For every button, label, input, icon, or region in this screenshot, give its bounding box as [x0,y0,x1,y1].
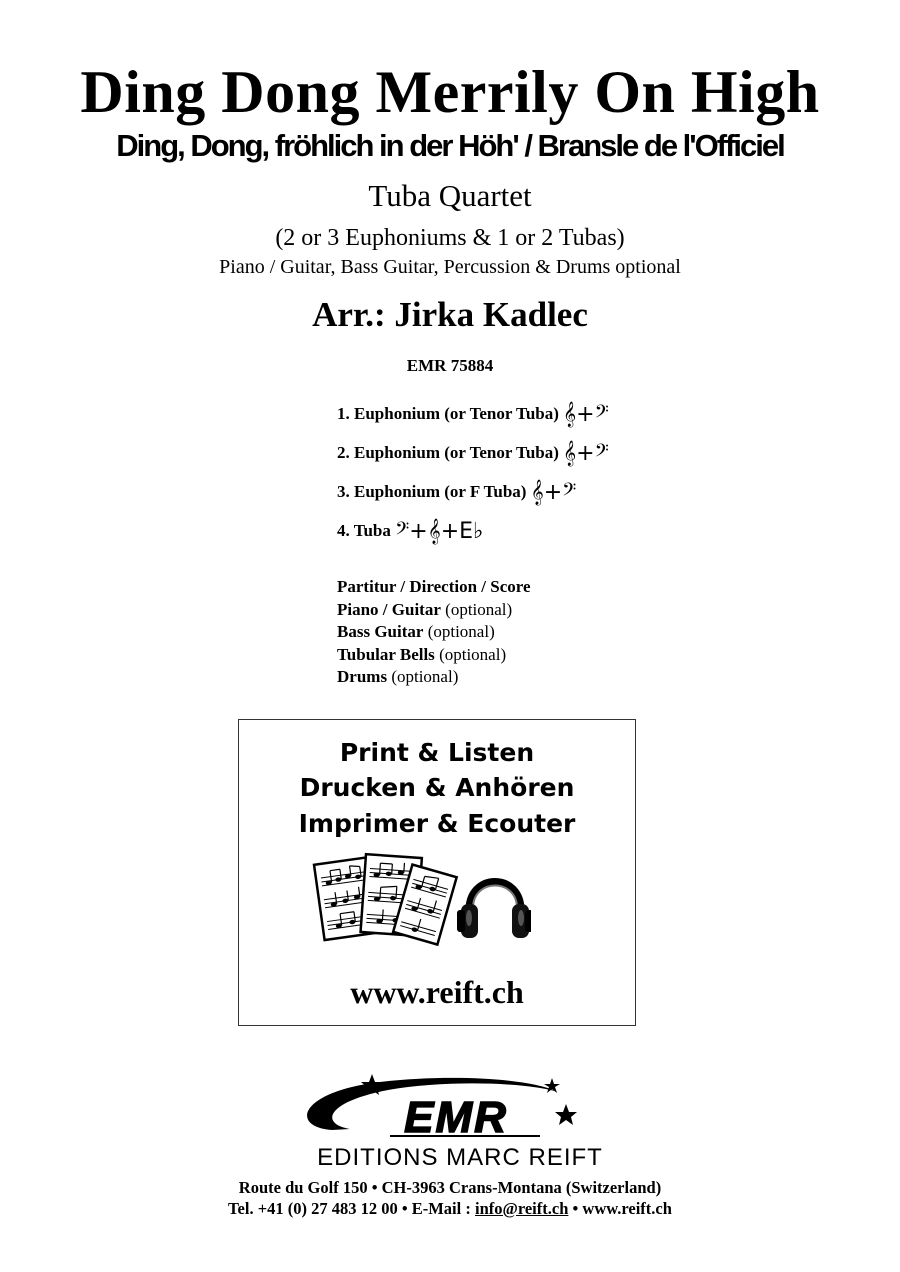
publisher-contact [0,1201,900,1218]
material-item [337,599,737,622]
publisher-name: EDITIONS MARC REIFT [317,1144,603,1171]
clef-icon: 𝄞+𝄢 [563,441,609,466]
sheet-music-icon [314,854,457,944]
clef-icon: 𝄞+𝄢 [530,480,577,505]
promo-line-german: Drucken & Anhören [299,773,575,802]
promo-line-french: Imprimer & Ecouter [298,809,576,838]
material-item [337,621,737,644]
material-note: (optional) [391,667,459,686]
parts-list [337,400,787,556]
headphones-icon [457,882,531,939]
materials-list [337,576,737,689]
promo-line-english: Print & Listen [339,738,535,767]
publisher-phone: Tel. +41 (0) 27 483 12 00 • E-Mail : [228,1199,475,1218]
publisher-web[interactable]: • www.reift.ch [568,1199,672,1218]
part-label: 1. Euphonium (or Tenor Tuba) [337,404,559,423]
catalog-number: EMR 75884 [406,356,494,375]
part-item [337,400,787,439]
material-name: Drums [337,667,388,686]
promo-illustration [311,848,531,948]
arranger: Arr.: Jirka Kadlec [312,295,588,334]
part-label: 4. Tuba [337,521,391,540]
page-title: Ding Dong Merrily On High [80,59,820,125]
clef-icon: 𝄞+𝄢 [563,402,609,427]
material-item [337,576,737,599]
clef-icon: 𝄢+𝄞+E♭ [395,519,484,544]
material-name: Piano / Guitar [337,599,441,619]
material-item [337,666,737,689]
ensemble-type: Tuba Quartet [368,178,532,213]
print-listen-box[interactable] [238,719,636,1026]
material-item [337,644,737,667]
part-item [337,478,787,517]
promo-website[interactable]: www.reift.ch [350,974,524,1010]
part-item [337,439,787,478]
part-label: 2. Euphonium (or Tenor Tuba) [337,443,559,462]
instrumentation: (2 or 3 Euphoniums & 1 or 2 Tubas) [275,225,625,251]
emr-logo-text: EMR [404,1093,508,1142]
publisher-address: Route du Golf 150 • CH-3963 Crans-Montana (Switzerland) [238,1178,662,1197]
email-link[interactable]: info@reift.ch [474,1199,569,1218]
material-note: (optional) [427,622,495,641]
part-item [337,517,787,556]
material-note: (optional) [445,599,513,619]
material-note: (optional) [439,644,507,664]
emr-logo [240,1072,680,1172]
optional-instruments: Piano / Guitar, Bass Guitar, Percussion & Drums optional [219,256,681,278]
page-subtitle: Ding, Dong, fröhlich in der Höh' / Bransle de l'Officiel [116,128,784,163]
material-name: Tubular Bells [337,644,435,664]
material-name: Bass Guitar [337,622,424,641]
part-label: 3. Euphonium (or F Tuba) [337,482,527,501]
material-name: Partitur / Direction / Score [337,577,531,596]
